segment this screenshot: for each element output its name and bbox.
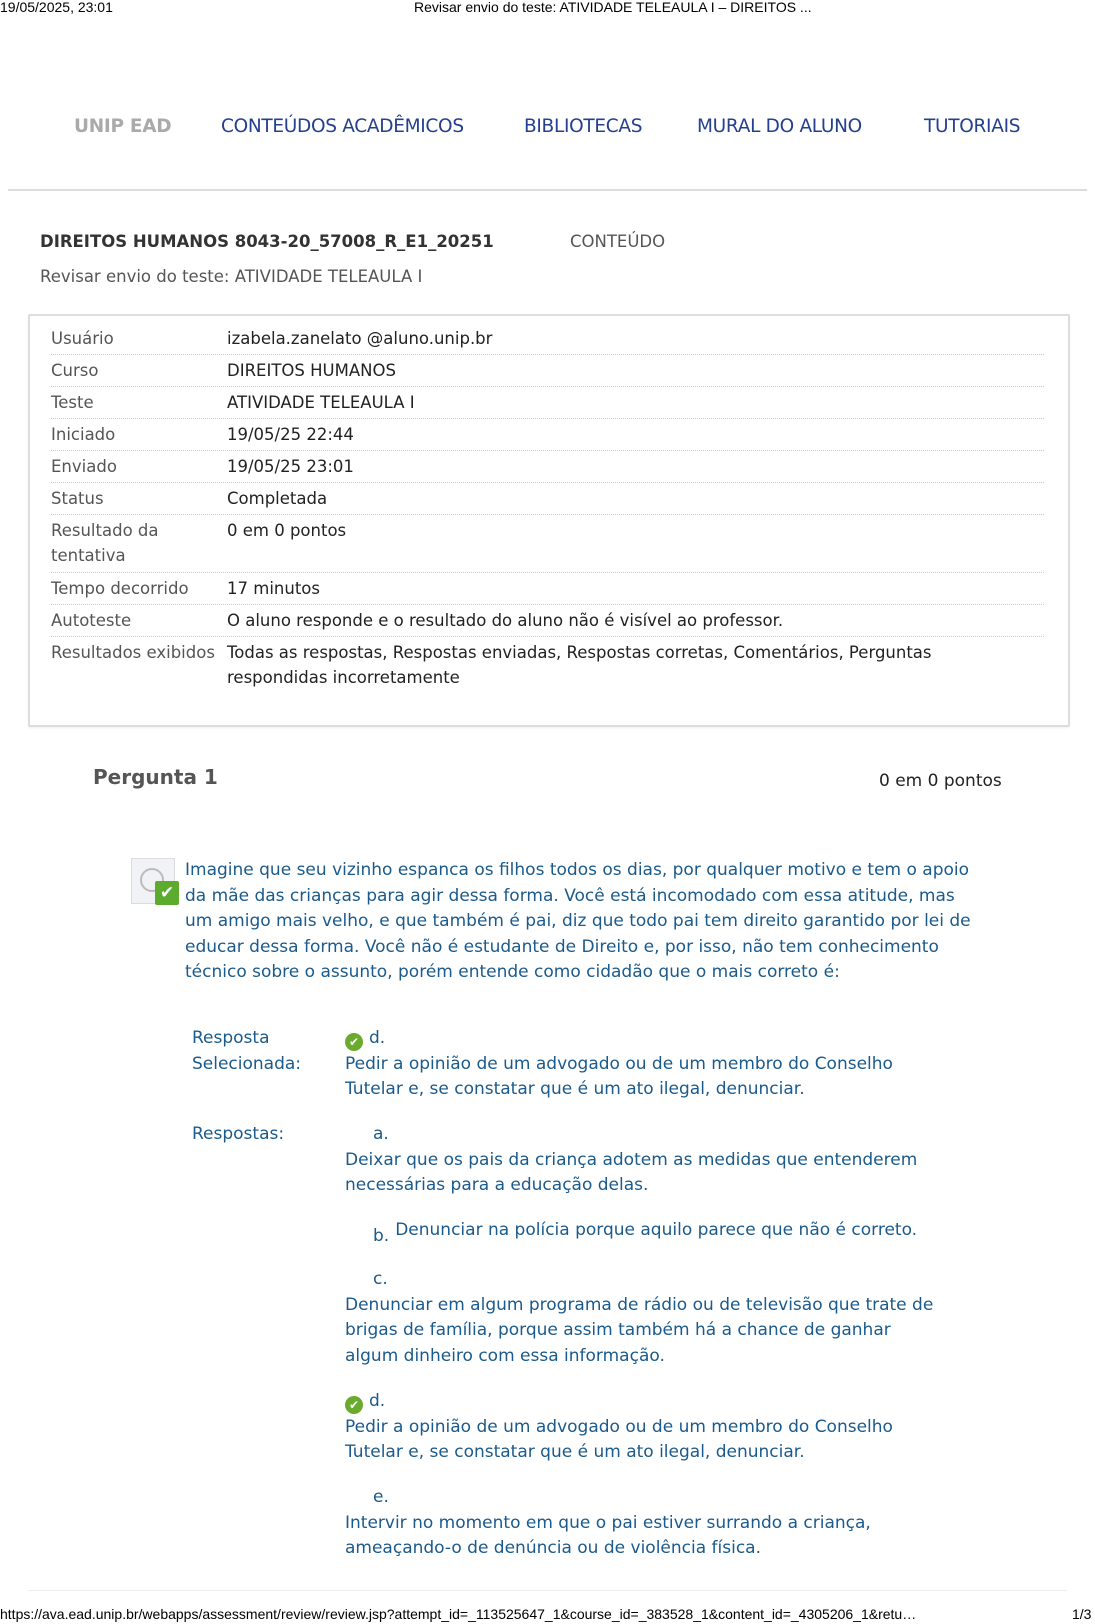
content-link[interactable]: CONTEÚDO [570,232,666,251]
answer-letter: c. [373,1269,388,1289]
info-value: Completada [227,489,328,508]
answer-letter: a. [373,1124,389,1144]
info-row [51,486,1044,515]
answer-e [345,1485,945,1562]
info-value: O aluno responde e o resultado do aluno não é visível ao professor. [227,611,784,630]
answer-text: Pedir a opinião de um advogado ou de um membro do Conselho Tutelar e, se constatar que é um ato ilegal, denunciar. [345,1416,893,1462]
selected-answer [345,1026,945,1103]
answer-b [373,1218,973,1244]
nav-mural[interactable]: MURAL DO ALUNO [697,116,862,137]
info-row [51,454,1044,483]
info-value: 19/05/25 22:44 [227,425,354,444]
answer-text: Intervir no momento em que o pai estiver surrando a criança, ameaçando-o de denúncia ou de violência física. [345,1512,871,1558]
answer-d [345,1389,945,1466]
attempt-info [28,314,1070,727]
info-row [51,422,1044,451]
info-label: Autoteste [51,611,132,630]
answer-text: Denunciar na polícia porque aquilo parece que não é correto. [395,1220,918,1240]
course-title: DIREITOS HUMANOS 8043-20_57008_R_E1_20251 [40,232,494,251]
selected-answer-label: Resposta Selecionada: [192,1028,302,1074]
info-label: Status [51,489,104,508]
info-value: 19/05/25 23:01 [227,457,354,476]
divider [8,189,1087,191]
nav-unip-ead[interactable]: UNIP EAD [74,116,172,137]
question-points: 0 em 0 pontos [879,771,1002,791]
print-date: 19/05/2025, 23:01 [0,0,113,15]
info-row [51,608,1044,637]
info-value: ATIVIDADE TELEAULA I [227,393,415,412]
answer-text: Denunciar em algum programa de rádio ou de televisão que trate de brigas de família, porque assim também há a chance de ganhar algum dinheiro com essa informação. [345,1294,934,1366]
selected-text: Pedir a opinião de um advogado ou de um membro do Conselho Tutelar e, se constatar que é um ato ilegal, denunciar. [345,1053,893,1099]
nav-bibliotecas[interactable]: BIBLIOTECAS [524,116,643,137]
info-label: Tempo decorrido [51,579,189,598]
correct-check-icon: ✔ [345,1396,363,1414]
info-row [51,390,1044,419]
correct-question-icon: ✔ [131,858,179,906]
info-row [51,576,1044,605]
info-value: 0 em 0 pontos [227,521,347,540]
info-label: Usuário [51,329,114,348]
nav-tutoriais[interactable]: TUTORIAIS [924,116,1021,137]
answer-text: Deixar que os pais da criança adotem as medidas que entenderem necessárias para a educação delas. [345,1149,918,1195]
print-title: Revisar envio do teste: ATIVIDADE TELEAULA I – DIREITOS ... [414,0,812,15]
print-page: 1/3 [1072,1606,1092,1622]
answer-letter: e. [373,1487,389,1507]
info-label: Iniciado [51,425,116,444]
info-row [51,640,1044,694]
answer-c [345,1267,945,1369]
question-title: Pergunta 1 [93,765,218,789]
correct-check-icon: ✔ [345,1033,363,1051]
info-value: DIREITOS HUMANOS [227,361,396,380]
info-value: 17 minutos [227,579,320,598]
info-row [51,358,1044,387]
question-text: Imagine que seu vizinho espanca os filhos todos os dias, por qualquer motivo e tem o apoio da mãe das crianças para agir dessa forma. Você está incomodado com essa atitude, mas um amigo mais velho, e que também é pai, diz que todo pai tem direito garantido por lei de educar dessa forma. Você não é estudante de Direito e, por isso, não tem conhecimento técnico sobre o assunto, porém entende como cidadão que o mais correto é: [185,860,971,982]
answers-label: Respostas: [192,1124,285,1144]
nav-conteudos[interactable]: CONTEÚDOS ACADÊMICOS [221,116,464,137]
info-row [51,518,1044,573]
info-row [51,326,1044,355]
info-label: Resultado da tentativa [51,521,159,565]
info-label: Curso [51,361,99,380]
answer-a [345,1122,945,1199]
info-label: Enviado [51,457,117,476]
info-label: Teste [51,393,94,412]
selected-letter: d. [369,1028,386,1048]
info-value: Todas as respostas, Respostas enviadas, Respostas corretas, Comentários, Perguntas respondidas incorretamente [227,643,932,687]
info-value: izabela.zanelato @aluno.unip.br [227,329,493,348]
answer-letter: d. [369,1391,386,1411]
page-subtitle: Revisar envio do teste: ATIVIDADE TELEAULA I [40,267,423,286]
answer-letter: b. [373,1226,390,1246]
info-label: Resultados exibidos [51,643,215,662]
section-divider [28,1590,1067,1591]
print-url: https://ava.ead.unip.br/webapps/assessment/review/review.jsp?attempt_id=_113525647_1&course_id=_383528_1&content_id=_4305206_1&retu… [0,1606,917,1622]
